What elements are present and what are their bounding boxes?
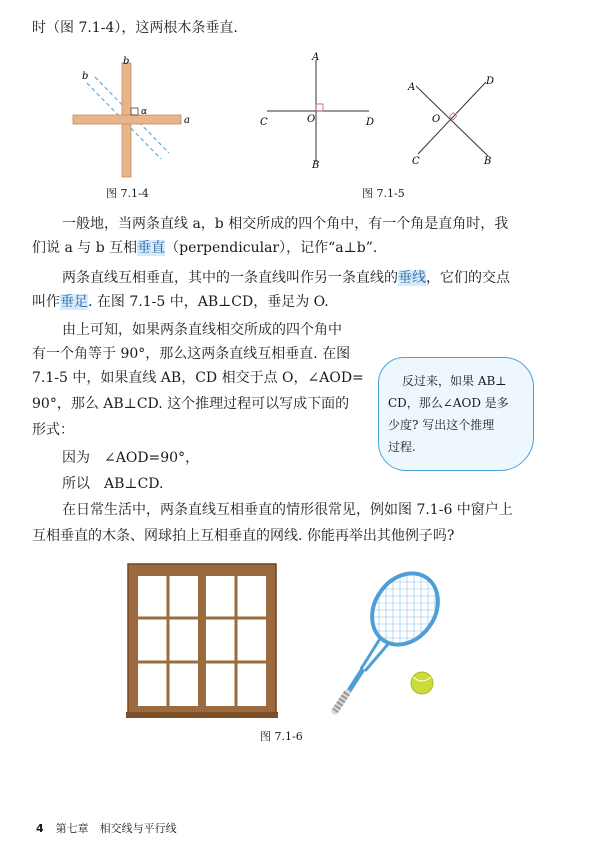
chapter-title: 第七章 相交线与平行线 [55,822,177,835]
label-A: A [312,52,320,63]
therefore-line: 所以 AB⊥CD. [62,476,164,492]
text-segment: （perpendicular），记作“a⊥b”. [165,240,378,256]
paragraph-1-line-1: 一般地，当两条直线 a，b 相交所成的四个角中，有一个角是直角时，我 [62,216,509,232]
text-segment: 两条直线互相垂直，其中的一条直线叫作另一条直线的 [62,270,398,286]
term-foot-of-perpendicular: 垂足 [60,294,88,310]
callout-line-2: CD，那么∠AOD 是多 [388,396,509,410]
text-segment: . 在图 7.1-5 中，AB⊥CD，垂足为 O. [88,294,329,310]
window-illustration [126,562,278,720]
label-D: D [486,76,495,87]
text-segment: ，它们的交点 [426,270,510,286]
text-segment: 叫作 [32,294,60,310]
text-line-top: 时（图 7.1-4），这两根木条垂直. [32,20,238,36]
caption-figure-7-1-6: 图 7.1-6 [260,730,303,743]
right-angle-mark [316,104,323,111]
paragraph-4-line-2: 互相垂直的木条、网球拍上互相垂直的网线. 你能再举出其他例子吗? [32,528,455,544]
paragraph-3-line-5: 形式： [32,422,74,438]
caption-figure-7-1-4: 图 7.1-4 [106,187,149,200]
because-line: 因为 ∠AOD=90°， [62,450,200,466]
tennis-racket-illustration [325,565,455,715]
paragraph-2-line-2 [32,292,329,312]
label-a: a [184,115,190,126]
line-CD [418,82,486,154]
label-O: O [307,114,316,125]
line-AB [416,86,488,156]
label-C: C [260,117,268,128]
paragraph-1-line-2 [32,238,377,258]
label-B: B [484,156,492,167]
label-C: C [412,156,420,167]
label-D: D [366,117,375,128]
horizontal-wood-bar [73,115,181,124]
term-perpendicular-line: 垂线 [398,270,426,286]
paragraph-2-line-1 [62,268,510,288]
callout-line-3: 少度? 写出这个推理 [388,418,495,432]
term-perpendicular: 垂直 [137,240,166,256]
paragraph-3-line-4: 90°，那么 AB⊥CD. 这个推理过程可以写成下面的 [32,396,350,412]
callout-line-4: 过程. [388,440,416,454]
figure-7-1-5-rotated [400,70,510,170]
figure-7-1-4 [65,55,205,185]
text-segment: 们说 a 与 b 互相 [32,240,138,256]
page-number: 4 [36,822,44,835]
label-alpha: α [141,107,148,117]
tennis-ball [411,672,433,694]
page-footer [36,820,177,836]
paragraph-3-line-1: 由上可知，如果两条直线相交所成的四个角中 [62,322,342,338]
paragraph-3-line-3: 7.1-5 中，如果直线 AB，CD 相交于点 O，∠AOD= [32,370,364,386]
paragraph-4-line-1: 在日常生活中，两条直线互相垂直的情形很常见，例如图 7.1-6 中窗户上 [62,502,513,518]
label-O: O [432,114,441,125]
right-angle-mark [131,108,138,115]
callout-line-1: 反过来，如果 AB⊥ [402,374,507,388]
figure-7-1-5-perpendicular [255,52,385,170]
label-B: B [312,160,320,170]
label-A: A [408,82,416,93]
label-b-top: b [123,56,130,67]
caption-figure-7-1-5: 图 7.1-5 [362,187,405,200]
paragraph-3-line-2: 有一个角等于 90°，那么这两条直线互相垂直. 在图 [32,346,351,362]
label-b-dash: b [82,71,89,82]
